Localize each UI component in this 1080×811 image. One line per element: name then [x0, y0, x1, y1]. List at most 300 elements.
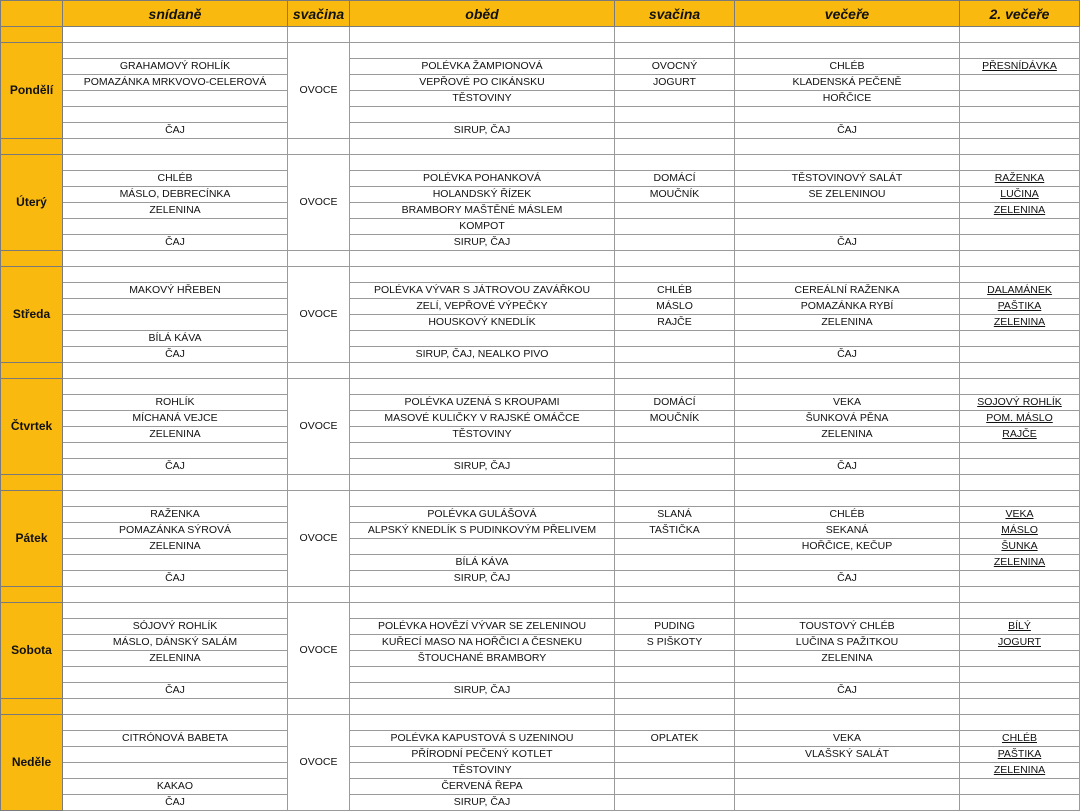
svacina-2-cell[interactable]	[615, 555, 735, 571]
snidane-cell[interactable]: CHLÉB	[63, 171, 288, 187]
header-row	[1, 1, 1080, 27]
vecere-2-cell[interactable]: VEKA	[960, 507, 1080, 523]
svacina-1-cell[interactable]: OVOCE	[288, 43, 350, 139]
spacer-cell[interactable]	[288, 699, 350, 715]
table-row	[1, 555, 1080, 571]
vecere-2-cell[interactable]	[960, 107, 1080, 123]
vecere-2-cell[interactable]: BÍLÝ	[960, 619, 1080, 635]
snidane-cell[interactable]: ČAJ	[63, 571, 288, 587]
vecere-2-cell[interactable]	[960, 75, 1080, 91]
obed-cell[interactable]	[350, 43, 615, 59]
table-row	[1, 459, 1080, 475]
snidane-cell[interactable]: POMAZÁNKA SÝROVÁ	[63, 523, 288, 539]
table-row	[1, 507, 1080, 523]
table-row	[1, 91, 1080, 107]
vecere-2-cell[interactable]	[960, 459, 1080, 475]
obed-cell[interactable]: ALPSKÝ KNEDLÍK S PUDINKOVÝM PŘELIVEM	[350, 523, 615, 539]
svacina-2-cell[interactable]	[615, 43, 735, 59]
snidane-cell[interactable]	[63, 315, 288, 331]
svacina-2-cell[interactable]	[615, 379, 735, 395]
vecere-cell[interactable]: TĚSTOVINOVÝ SALÁT	[735, 171, 960, 187]
svacina-2-cell[interactable]	[615, 107, 735, 123]
obed-cell[interactable]: MASOVÉ KULIČKY V RAJSKÉ OMÁČCE	[350, 411, 615, 427]
vecere-2-cell[interactable]	[960, 91, 1080, 107]
day-spacer-cell[interactable]	[1, 27, 63, 43]
snidane-cell[interactable]: ROHLÍK	[63, 395, 288, 411]
table-row	[1, 635, 1080, 651]
svacina-2-cell[interactable]: TAŠTIČKA	[615, 523, 735, 539]
vecere-2-cell[interactable]: DALAMÁNEK	[960, 283, 1080, 299]
obed-cell[interactable]: SIRUP, ČAJ	[350, 235, 615, 251]
vecere-cell[interactable]	[735, 203, 960, 219]
header-snidane[interactable]: snídaně	[63, 1, 288, 27]
snidane-cell[interactable]	[63, 379, 288, 395]
svacina-2-cell[interactable]: JOGURT	[615, 75, 735, 91]
obed-cell[interactable]: ŠTOUCHANÉ BRAMBORY	[350, 651, 615, 667]
vecere-2-cell[interactable]	[960, 795, 1080, 811]
svacina-1-cell[interactable]: OVOCE	[288, 603, 350, 699]
svacina-2-cell[interactable]: MOUČNÍK	[615, 187, 735, 203]
obed-cell[interactable]	[350, 603, 615, 619]
svacina-2-cell[interactable]: DOMÁCÍ	[615, 395, 735, 411]
svacina-1-cell[interactable]: OVOCE	[288, 491, 350, 587]
svacina-2-cell[interactable]	[615, 347, 735, 363]
spacer-cell[interactable]	[960, 27, 1080, 43]
svacina-1-cell[interactable]: OVOCE	[288, 155, 350, 251]
table-row	[1, 651, 1080, 667]
snidane-cell[interactable]	[63, 747, 288, 763]
vecere-cell[interactable]: SE ZELENINOU	[735, 187, 960, 203]
day-spacer-cell[interactable]	[1, 363, 63, 379]
snidane-cell[interactable]: RAŽENKA	[63, 507, 288, 523]
svacina-2-cell[interactable]	[615, 443, 735, 459]
vecere-cell[interactable]: HOŘČICE	[735, 91, 960, 107]
vecere-2-cell[interactable]: ZELENINA	[960, 763, 1080, 779]
vecere-2-cell[interactable]	[960, 603, 1080, 619]
obed-cell[interactable]	[350, 443, 615, 459]
snidane-cell[interactable]: BÍLÁ KÁVA	[63, 331, 288, 347]
obed-cell[interactable]: PŘÍRODNÍ PEČENÝ KOTLET	[350, 747, 615, 763]
obed-cell[interactable]: POLÉVKA KAPUSTOVÁ S UZENINOU	[350, 731, 615, 747]
obed-cell[interactable]: BÍLÁ KÁVA	[350, 555, 615, 571]
vecere-2-cell[interactable]: ZELENINA	[960, 315, 1080, 331]
spacer-cell[interactable]	[615, 139, 735, 155]
spacer-cell[interactable]	[735, 587, 960, 603]
snidane-cell[interactable]	[63, 491, 288, 507]
spacer-cell[interactable]	[615, 363, 735, 379]
obed-cell[interactable]: BRAMBORY MAŠTĚNÉ MÁSLEM	[350, 203, 615, 219]
spacer-cell[interactable]	[615, 27, 735, 43]
snidane-cell[interactable]	[63, 43, 288, 59]
vecere-cell[interactable]	[735, 715, 960, 731]
vecere-cell[interactable]	[735, 155, 960, 171]
vecere-2-cell[interactable]	[960, 347, 1080, 363]
vecere-2-cell[interactable]	[960, 715, 1080, 731]
spacer-cell[interactable]	[735, 475, 960, 491]
obed-cell[interactable]: HOUSKOVÝ KNEDLÍK	[350, 315, 615, 331]
obed-cell[interactable]: SIRUP, ČAJ	[350, 571, 615, 587]
header-svacina-1[interactable]: svačina	[288, 1, 350, 27]
svacina-2-cell[interactable]	[615, 763, 735, 779]
snidane-cell[interactable]: ČAJ	[63, 683, 288, 699]
vecere-2-cell[interactable]: ZELENINA	[960, 203, 1080, 219]
obed-cell[interactable]: VEPŘOVÉ PO CIKÁNSKU	[350, 75, 615, 91]
spacer-cell[interactable]	[350, 251, 615, 267]
vecere-2-cell[interactable]: PAŠTIKA	[960, 747, 1080, 763]
obed-cell[interactable]: POLÉVKA ŽAMPIONOVÁ	[350, 59, 615, 75]
snidane-cell[interactable]	[63, 603, 288, 619]
svacina-2-cell[interactable]: DOMÁCÍ	[615, 171, 735, 187]
spacer-cell[interactable]	[63, 251, 288, 267]
obed-cell[interactable]: TĚSTOVINY	[350, 763, 615, 779]
spacer-cell[interactable]	[350, 363, 615, 379]
spacer-cell[interactable]	[735, 251, 960, 267]
spacer-cell[interactable]	[735, 27, 960, 43]
vecere-cell[interactable]: CHLÉB	[735, 59, 960, 75]
vecere-2-cell[interactable]	[960, 235, 1080, 251]
obed-cell[interactable]	[350, 155, 615, 171]
svacina-2-cell[interactable]: MOUČNÍK	[615, 411, 735, 427]
vecere-2-cell[interactable]	[960, 571, 1080, 587]
snidane-cell[interactable]	[63, 443, 288, 459]
snidane-cell[interactable]: ZELENINA	[63, 651, 288, 667]
svacina-2-cell[interactable]: CHLÉB	[615, 283, 735, 299]
snidane-cell[interactable]	[63, 107, 288, 123]
svacina-2-cell[interactable]: PUDING	[615, 619, 735, 635]
snidane-cell[interactable]: KAKAO	[63, 779, 288, 795]
svacina-2-cell[interactable]: RAJČE	[615, 315, 735, 331]
obed-cell[interactable]: ČERVENÁ ŘEPA	[350, 779, 615, 795]
svacina-2-cell[interactable]	[615, 779, 735, 795]
snidane-cell[interactable]	[63, 267, 288, 283]
svacina-2-cell[interactable]	[615, 571, 735, 587]
vecere-cell[interactable]: ŠUNKOVÁ PĚNA	[735, 411, 960, 427]
vecere-cell[interactable]: TOUSTOVÝ CHLÉB	[735, 619, 960, 635]
vecere-cell[interactable]: ČAJ	[735, 683, 960, 699]
spacer-cell[interactable]	[288, 27, 350, 43]
spacer-cell[interactable]	[63, 699, 288, 715]
svacina-1-cell[interactable]: OVOCE	[288, 715, 350, 811]
vecere-2-cell[interactable]	[960, 43, 1080, 59]
vecere-cell[interactable]: CEREÁLNÍ RAŽENKA	[735, 283, 960, 299]
table-row	[1, 779, 1080, 795]
vecere-cell[interactable]: ZELENINA	[735, 315, 960, 331]
day-spacer-cell[interactable]	[1, 139, 63, 155]
obed-cell[interactable]	[350, 331, 615, 347]
vecere-2-cell[interactable]: PŘESNÍDÁVKA	[960, 59, 1080, 75]
vecere-2-cell[interactable]	[960, 491, 1080, 507]
obed-cell[interactable]: POLÉVKA HOVĚZÍ VÝVAR SE ZELENINOU	[350, 619, 615, 635]
vecere-cell[interactable]: LUČINA S PAŽITKOU	[735, 635, 960, 651]
svacina-2-cell[interactable]	[615, 91, 735, 107]
table-row	[1, 299, 1080, 315]
obed-cell[interactable]	[350, 267, 615, 283]
vecere-cell[interactable]: POMAZÁNKA RYBÍ	[735, 299, 960, 315]
svacina-2-cell[interactable]	[615, 539, 735, 555]
vecere-2-cell[interactable]	[960, 379, 1080, 395]
day-spacer-cell[interactable]	[1, 251, 63, 267]
day-label[interactable]: Čtvrtek	[1, 379, 63, 475]
svacina-2-cell[interactable]	[615, 219, 735, 235]
svacina-2-cell[interactable]	[615, 715, 735, 731]
obed-cell[interactable]	[350, 491, 615, 507]
obed-cell[interactable]: TĚSTOVINY	[350, 91, 615, 107]
vecere-cell[interactable]	[735, 43, 960, 59]
spacer-cell[interactable]	[63, 475, 288, 491]
vecere-2-cell[interactable]: CHLÉB	[960, 731, 1080, 747]
svacina-2-cell[interactable]: OPLATEK	[615, 731, 735, 747]
obed-cell[interactable]: SIRUP, ČAJ	[350, 795, 615, 811]
snidane-cell[interactable]: MÁSLO, DÁNSKÝ SALÁM	[63, 635, 288, 651]
day-label[interactable]: Středa	[1, 267, 63, 363]
vecere-cell[interactable]	[735, 107, 960, 123]
spacer-cell[interactable]	[350, 587, 615, 603]
spacer-cell[interactable]	[288, 139, 350, 155]
snidane-cell[interactable]	[63, 555, 288, 571]
spacer-cell[interactable]	[735, 139, 960, 155]
obed-cell[interactable]: KUŘECÍ MASO NA HOŘČICI A ČESNEKU	[350, 635, 615, 651]
svacina-2-cell[interactable]	[615, 651, 735, 667]
vecere-cell[interactable]	[735, 443, 960, 459]
spacer-cell[interactable]	[350, 475, 615, 491]
svacina-2-cell[interactable]: S PIŠKOTY	[615, 635, 735, 651]
vecere-cell[interactable]	[735, 219, 960, 235]
vecere-cell[interactable]	[735, 491, 960, 507]
spacer-cell[interactable]	[615, 587, 735, 603]
table-row	[1, 267, 1080, 283]
vecere-cell[interactable]: ČAJ	[735, 347, 960, 363]
day-label[interactable]: Úterý	[1, 155, 63, 251]
svacina-2-cell[interactable]	[615, 427, 735, 443]
vecere-2-cell[interactable]	[960, 683, 1080, 699]
svacina-2-cell[interactable]	[615, 603, 735, 619]
header-obed[interactable]: oběd	[350, 1, 615, 27]
vecere-2-cell[interactable]	[960, 651, 1080, 667]
obed-cell[interactable]	[350, 539, 615, 555]
snidane-cell[interactable]	[63, 763, 288, 779]
vecere-2-cell[interactable]: ZELENINA	[960, 555, 1080, 571]
obed-cell[interactable]: ZELÍ, VEPŘOVÉ VÝPEČKY	[350, 299, 615, 315]
snidane-cell[interactable]: GRAHAMOVÝ ROHLÍK	[63, 59, 288, 75]
vecere-cell[interactable]: KLADENSKÁ PEČENĚ	[735, 75, 960, 91]
table-row	[1, 331, 1080, 347]
vecere-2-cell[interactable]	[960, 219, 1080, 235]
snidane-cell[interactable]	[63, 715, 288, 731]
header-corner-cell[interactable]	[1, 1, 63, 27]
obed-cell[interactable]	[350, 379, 615, 395]
spacer-row	[1, 251, 1080, 267]
vecere-cell[interactable]: SEKANÁ	[735, 523, 960, 539]
svacina-2-cell[interactable]	[615, 235, 735, 251]
day-label[interactable]: Pondělí	[1, 43, 63, 139]
spacer-cell[interactable]	[960, 363, 1080, 379]
snidane-cell[interactable]: MÁSLO, DEBRECÍNKA	[63, 187, 288, 203]
snidane-cell[interactable]	[63, 91, 288, 107]
vecere-cell[interactable]: HOŘČICE, KEČUP	[735, 539, 960, 555]
header-vecere-2[interactable]: 2. večeře	[960, 1, 1080, 27]
svacina-2-cell[interactable]: OVOCNÝ	[615, 59, 735, 75]
header-svacina-2[interactable]: svačina	[615, 1, 735, 27]
table-row	[1, 683, 1080, 699]
vecere-2-cell[interactable]: PAŠTIKA	[960, 299, 1080, 315]
day-spacer-cell[interactable]	[1, 699, 63, 715]
svacina-2-cell[interactable]	[615, 123, 735, 139]
vecere-cell[interactable]	[735, 779, 960, 795]
snidane-cell[interactable]: ČAJ	[63, 459, 288, 475]
spacer-cell[interactable]	[63, 363, 288, 379]
snidane-cell[interactable]: MÍCHANÁ VEJCE	[63, 411, 288, 427]
obed-cell[interactable]: SIRUP, ČAJ	[350, 459, 615, 475]
snidane-cell[interactable]	[63, 299, 288, 315]
spacer-cell[interactable]	[63, 587, 288, 603]
obed-cell[interactable]: SIRUP, ČAJ	[350, 683, 615, 699]
header-vecere[interactable]: večeře	[735, 1, 960, 27]
obed-cell[interactable]	[350, 107, 615, 123]
obed-cell[interactable]	[350, 715, 615, 731]
svacina-2-cell[interactable]	[615, 683, 735, 699]
vecere-2-cell[interactable]	[960, 331, 1080, 347]
vecere-cell[interactable]: VEKA	[735, 731, 960, 747]
snidane-cell[interactable]: MAKOVÝ HŘEBEN	[63, 283, 288, 299]
spacer-cell[interactable]	[615, 699, 735, 715]
spacer-cell[interactable]	[960, 475, 1080, 491]
vecere-cell[interactable]	[735, 555, 960, 571]
vecere-2-cell[interactable]	[960, 267, 1080, 283]
vecere-cell[interactable]	[735, 331, 960, 347]
vecere-cell[interactable]: ZELENINA	[735, 651, 960, 667]
vecere-2-cell[interactable]: SOJOVÝ ROHLÍK	[960, 395, 1080, 411]
snidane-cell[interactable]	[63, 219, 288, 235]
table-row	[1, 235, 1080, 251]
vecere-cell[interactable]: ZELENINA	[735, 427, 960, 443]
vecere-cell[interactable]	[735, 603, 960, 619]
obed-cell[interactable]: SIRUP, ČAJ, NEALKO PIVO	[350, 347, 615, 363]
table-row	[1, 427, 1080, 443]
vecere-2-cell[interactable]: MÁSLO	[960, 523, 1080, 539]
vecere-cell[interactable]: ČAJ	[735, 123, 960, 139]
svacina-2-cell[interactable]	[615, 459, 735, 475]
vecere-cell[interactable]	[735, 763, 960, 779]
vecere-cell[interactable]: VEKA	[735, 395, 960, 411]
vecere-2-cell[interactable]	[960, 443, 1080, 459]
snidane-cell[interactable]: ZELENINA	[63, 203, 288, 219]
vecere-2-cell[interactable]: POM. MÁSLO	[960, 411, 1080, 427]
vecere-2-cell[interactable]: RAJČE	[960, 427, 1080, 443]
table-row	[1, 571, 1080, 587]
day-label[interactable]: Sobota	[1, 603, 63, 699]
snidane-cell[interactable]: SÓJOVÝ ROHLÍK	[63, 619, 288, 635]
table-row	[1, 443, 1080, 459]
spacer-cell[interactable]	[288, 587, 350, 603]
day-spacer-cell[interactable]	[1, 475, 63, 491]
vecere-cell[interactable]: ČAJ	[735, 235, 960, 251]
svacina-2-cell[interactable]	[615, 155, 735, 171]
obed-cell[interactable]: POLÉVKA POHANKOVÁ	[350, 171, 615, 187]
day-label[interactable]: Pátek	[1, 491, 63, 587]
spacer-cell[interactable]	[960, 699, 1080, 715]
snidane-cell[interactable]: ČAJ	[63, 123, 288, 139]
snidane-cell[interactable]: ZELENINA	[63, 539, 288, 555]
svacina-1-cell[interactable]: OVOCE	[288, 379, 350, 475]
spacer-cell[interactable]	[288, 363, 350, 379]
svacina-2-cell[interactable]	[615, 331, 735, 347]
spacer-cell[interactable]	[350, 27, 615, 43]
svacina-2-cell[interactable]	[615, 747, 735, 763]
table-row	[1, 491, 1080, 507]
spacer-cell[interactable]	[960, 139, 1080, 155]
table-row	[1, 539, 1080, 555]
obed-cell[interactable]: POLÉVKA VÝVAR S JÁTROVOU ZAVÁŘKOU	[350, 283, 615, 299]
snidane-cell[interactable]	[63, 155, 288, 171]
spacer-cell[interactable]	[350, 699, 615, 715]
vecere-cell[interactable]	[735, 267, 960, 283]
obed-cell[interactable]: POLÉVKA GULÁŠOVÁ	[350, 507, 615, 523]
obed-cell[interactable]: KOMPOT	[350, 219, 615, 235]
spacer-cell[interactable]	[960, 587, 1080, 603]
snidane-cell[interactable]: POMAZÁNKA MRKVOVO-CELEROVÁ	[63, 75, 288, 91]
spacer-cell[interactable]	[615, 475, 735, 491]
vecere-2-cell[interactable]	[960, 779, 1080, 795]
spacer-cell[interactable]	[63, 139, 288, 155]
vecere-2-cell[interactable]: LUČINA	[960, 187, 1080, 203]
day-label[interactable]: Neděle	[1, 715, 63, 811]
snidane-cell[interactable]: ČAJ	[63, 235, 288, 251]
obed-cell[interactable]: POLÉVKA UZENÁ S KROUPAMI	[350, 395, 615, 411]
svacina-2-cell[interactable]: SLANÁ	[615, 507, 735, 523]
spacer-cell[interactable]	[350, 139, 615, 155]
table-row	[1, 283, 1080, 299]
table-row	[1, 395, 1080, 411]
svacina-1-cell[interactable]: OVOCE	[288, 267, 350, 363]
vecere-cell[interactable]	[735, 379, 960, 395]
snidane-cell[interactable]: ČAJ	[63, 347, 288, 363]
spacer-cell[interactable]	[735, 363, 960, 379]
day-spacer-cell[interactable]	[1, 587, 63, 603]
vecere-2-cell[interactable]	[960, 155, 1080, 171]
vecere-cell[interactable]	[735, 795, 960, 811]
vecere-cell[interactable]: ČAJ	[735, 459, 960, 475]
snidane-cell[interactable]: ZELENINA	[63, 427, 288, 443]
vecere-cell[interactable]: CHLÉB	[735, 507, 960, 523]
obed-cell[interactable]: TĚSTOVINY	[350, 427, 615, 443]
table-row	[1, 795, 1080, 811]
spacer-cell[interactable]	[63, 27, 288, 43]
vecere-2-cell[interactable]: JOGURT	[960, 635, 1080, 651]
spacer-row	[1, 27, 1080, 43]
obed-cell[interactable]: HOLANDSKÝ ŘÍZEK	[350, 187, 615, 203]
svacina-2-cell[interactable]	[615, 795, 735, 811]
vecere-cell[interactable]: VLAŠSKÝ SALÁT	[735, 747, 960, 763]
svacina-2-cell[interactable]	[615, 491, 735, 507]
svacina-2-cell[interactable]: MÁSLO	[615, 299, 735, 315]
obed-cell[interactable]: SIRUP, ČAJ	[350, 123, 615, 139]
spacer-cell[interactable]	[960, 251, 1080, 267]
vecere-cell[interactable]: ČAJ	[735, 571, 960, 587]
vecere-2-cell[interactable]	[960, 123, 1080, 139]
spacer-cell[interactable]	[288, 475, 350, 491]
svacina-2-cell[interactable]	[615, 203, 735, 219]
snidane-cell[interactable]: ČAJ	[63, 795, 288, 811]
snidane-cell[interactable]: CITRÓNOVÁ BABETA	[63, 731, 288, 747]
table-row	[1, 315, 1080, 331]
vecere-2-cell[interactable]: RAŽENKA	[960, 171, 1080, 187]
spacer-cell[interactable]	[288, 251, 350, 267]
svacina-2-cell[interactable]	[615, 267, 735, 283]
vecere-2-cell[interactable]: ŠUNKA	[960, 539, 1080, 555]
spacer-cell[interactable]	[735, 699, 960, 715]
spacer-cell[interactable]	[615, 251, 735, 267]
spacer-row	[1, 699, 1080, 715]
